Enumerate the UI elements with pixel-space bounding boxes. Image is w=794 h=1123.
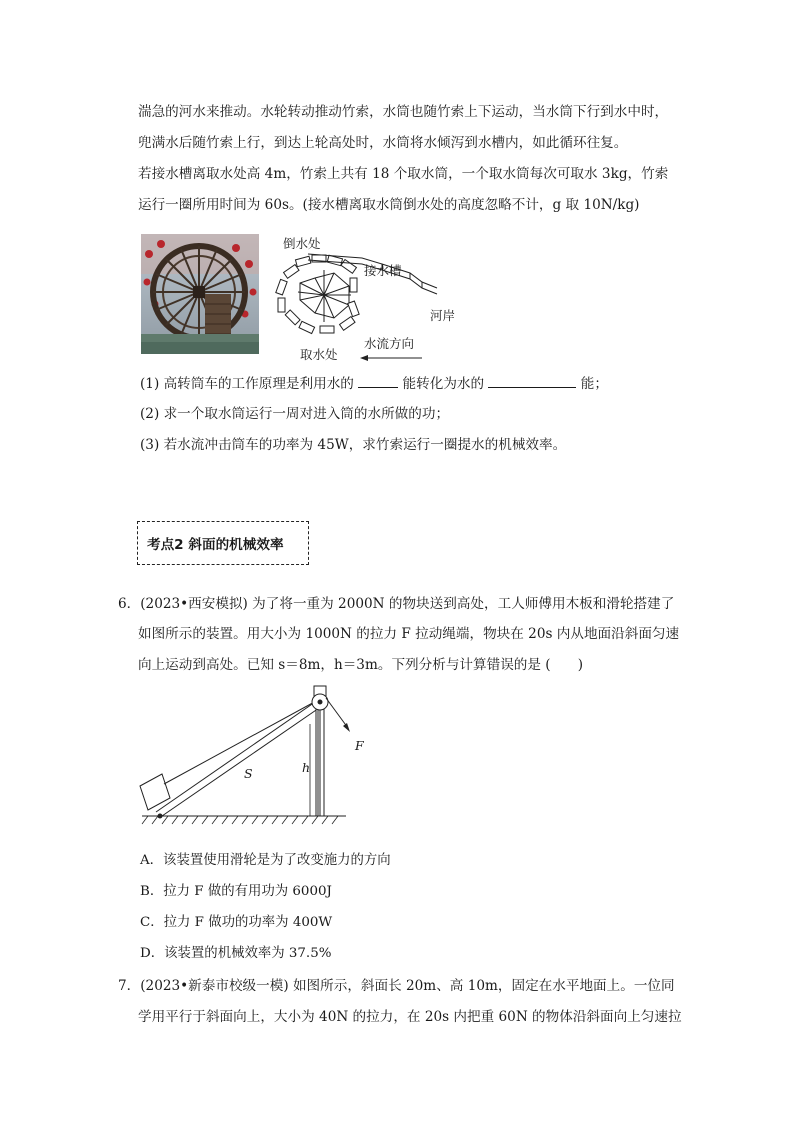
section-heading-box bbox=[137, 521, 309, 565]
q6-line-2: 如图所示的装置。用大小为 1000N 的拉力 F 拉动绳端，物块在 20s 内从地面沿斜面匀速 bbox=[138, 626, 680, 642]
answer-blank-2[interactable] bbox=[488, 373, 576, 388]
water-wheel-photo bbox=[141, 234, 259, 354]
q6-option-b[interactable]: B．拉力 F 做的有用功为 6000J bbox=[140, 884, 332, 899]
q5-sub-1: (1) 高转筒车的工作原理是利用水的 能转化为水的 能； bbox=[140, 373, 608, 394]
intro-line-4: 运行一圈所用时间为 60s。(接水槽离取水筒倒水处的高度忽略不计，g 取 10N/kg) bbox=[138, 197, 640, 213]
q6-option-d[interactable]: D．该装置的机械效率为 37.5% bbox=[140, 946, 332, 961]
intro-line-3: 若接水槽离取水处高 4m，竹索上共有 18 个取水筒，一个取水筒每次可取水 3kg，竹索 bbox=[138, 166, 669, 182]
intro-line-2: 兜满水后随竹索上行，到达上轮高处时，水筒将水倾泻到水槽内，如此循环往复。 bbox=[138, 135, 628, 151]
q5-sub-3: (3) 若水流冲击筒车的功率为 45W，求竹索运行一圈提水的机械效率。 bbox=[140, 437, 567, 453]
force-label: F bbox=[355, 738, 364, 753]
height-label: h bbox=[302, 760, 311, 775]
q6-line-1: 6．(2023•西安模拟) 为了将一重为 2000N 的物块送到高处，工人师傅用木板和滑轮搭建了 bbox=[118, 596, 675, 612]
q6-line-3: 向上运动到高处。已知 s＝8m，h＝3m。下列分析与计算错误的是 ( ) bbox=[138, 657, 584, 673]
flow-direction-label: 水流方向 bbox=[364, 336, 415, 351]
intro-line-1: 湍急的河水来推动。水轮转动推动竹索，水筒也随竹索上下运动，当水筒下行到水中时， bbox=[138, 104, 669, 120]
q7-line-1: 7．(2023•新泰市校级一模) 如图所示，斜面长 20m、高 10m，固定在水平地面上。一位同 bbox=[118, 978, 675, 994]
incline-diagram bbox=[134, 684, 354, 834]
river-bank-label: 河岸 bbox=[430, 308, 456, 323]
q6-option-a[interactable]: A．该装置使用滑轮是为了改变施力的方向 bbox=[140, 853, 391, 868]
slope-length-label: S bbox=[244, 766, 253, 781]
section-title: 考点2 斜面的机械效率 bbox=[147, 537, 284, 553]
q6-option-c[interactable]: C．拉力 F 做功的功率为 400W bbox=[140, 915, 333, 930]
q7-line-2: 学用平行于斜面向上，大小为 40N 的拉力，在 20s 内把重 60N 的物体沿斜面向上匀速拉 bbox=[138, 1009, 682, 1025]
intake-point-label: 取水处 bbox=[300, 347, 338, 362]
answer-blank-1[interactable] bbox=[358, 373, 398, 388]
q5-sub-2: (2) 求一个取水筒运行一周对进入筒的水所做的功； bbox=[140, 406, 450, 422]
trough-label: 接水槽 bbox=[364, 263, 402, 278]
pour-point-label: 倒水处 bbox=[283, 236, 321, 251]
